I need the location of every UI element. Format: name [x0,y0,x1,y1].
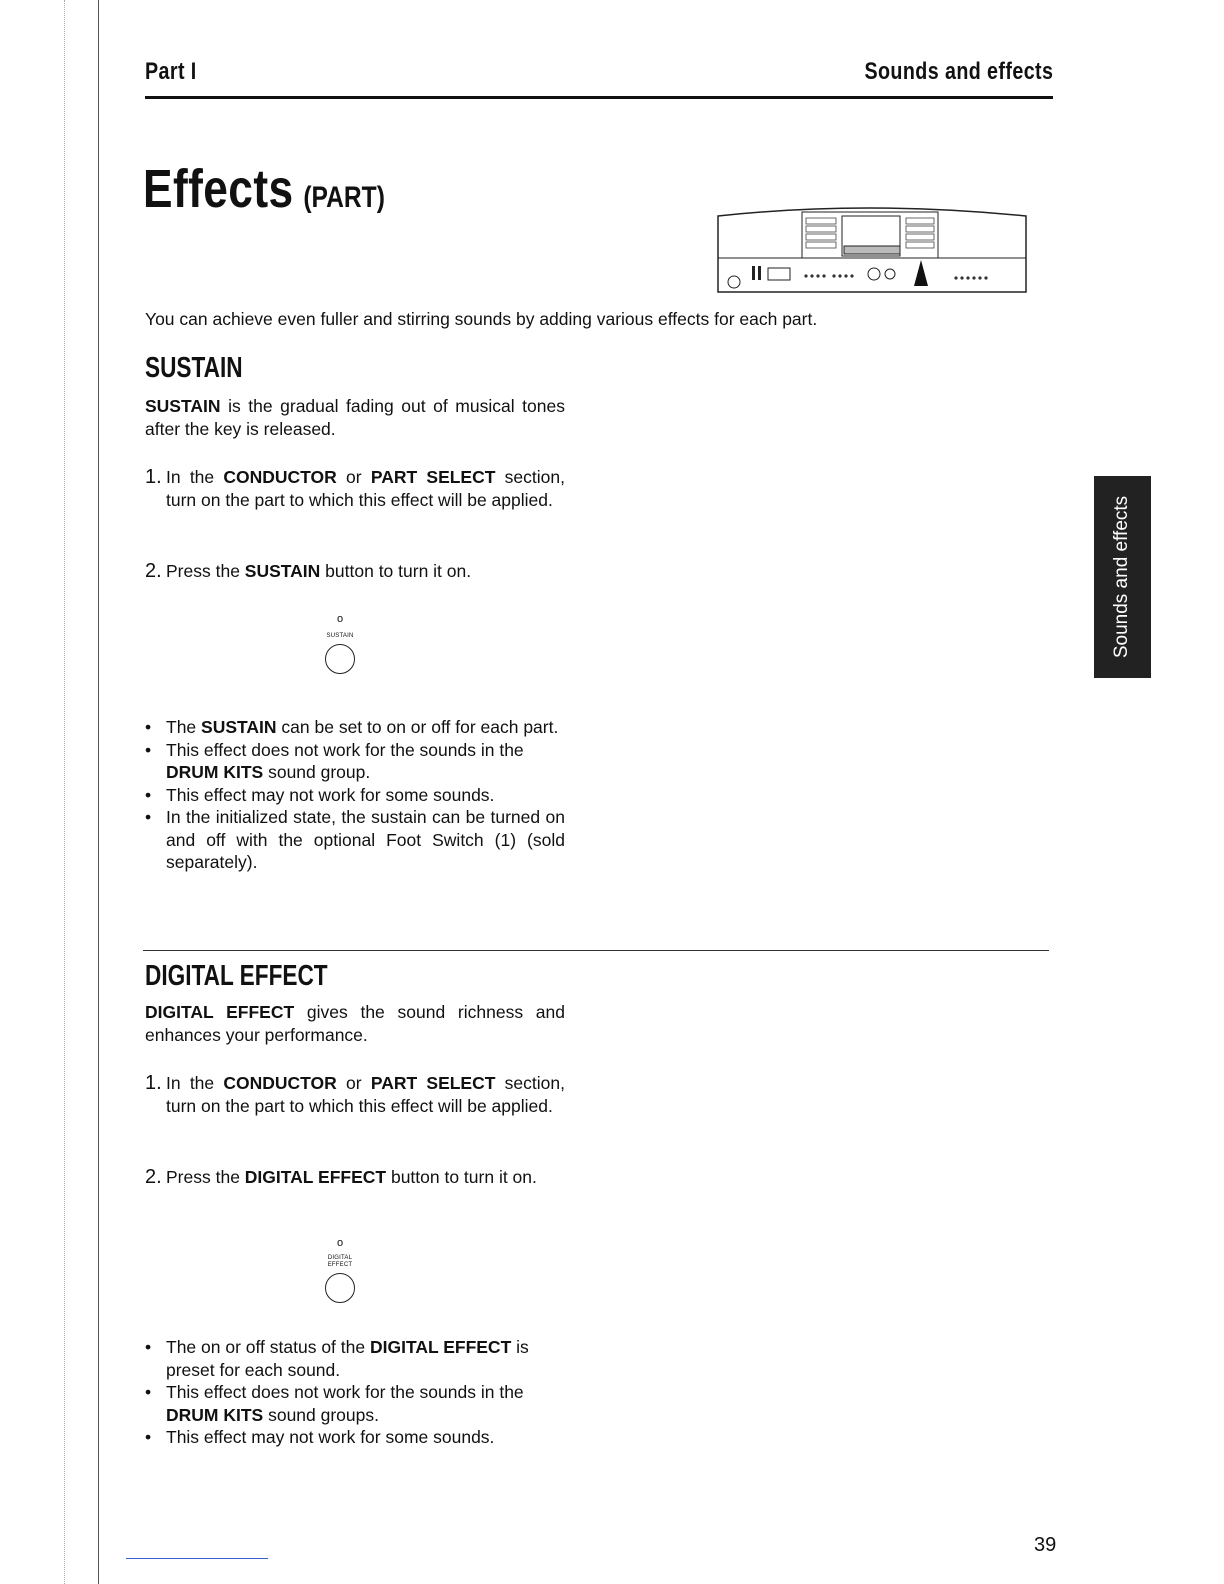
list-item: • This effect may not work for some sounds. [145,784,565,807]
digital-button-label-line2: EFFECT [327,1262,353,1268]
header-section: Sounds and effects [864,58,1053,85]
step-text: Press the [166,1167,245,1187]
step-text: section, turn on the part to which this effect will be applied. [166,467,565,510]
footer-line [126,1558,268,1559]
step-text: or [336,467,371,487]
led-indicator: o [336,613,344,625]
step-text: or [336,1073,371,1093]
step-text: button to turn it on. [386,1167,537,1187]
sustain-button-illustration [320,614,360,674]
step-bold: PART SELECT [370,467,496,487]
step-number: 1. [145,466,162,488]
section-divider [143,950,1049,951]
digital-desc-bold: DIGITAL EFFECT [145,1002,295,1022]
side-tab-label: Sounds and effects [1111,495,1132,659]
sustain-desc-rest: is the gradual fading out of musical tones after the key is released. [145,396,565,439]
sustain-heading: SUSTAIN [145,352,243,384]
step-number: 1. [145,1072,162,1094]
step-number: 2. [145,560,162,582]
chapter-side-tab [1094,476,1151,678]
led-indicator: o [336,1237,344,1249]
list-item: • The on or off status of the DIGITAL EFFECT is preset for each sound. [145,1336,565,1381]
list-item: • In the initialized state, the sustain can be turned on and off with the optional Foot Switch (1) (sold separately). [145,806,565,874]
list-item: • This effect does not work for the sounds in the DRUM KITS sound group. [145,739,565,784]
sustain-step-2 [145,560,565,583]
digital-effect-heading: DIGITAL EFFECT [145,960,328,992]
scan-margin-dots [64,0,65,1584]
step-bold: DIGITAL EFFECT [244,1167,387,1187]
keyboard-panel-illustration [716,202,1028,294]
step-text: button to turn it on. [320,561,472,581]
digital-effect-description [145,1001,565,1047]
step-text: Press the [166,561,245,581]
digital-desc-rest: gives the sound richness and enhances your performance. [145,1002,565,1045]
step-bold: CONDUCTOR [223,467,337,487]
digital-step-2 [145,1166,565,1189]
sustain-description [145,395,565,441]
digital-step-1 [145,1072,565,1118]
step-number: 2. [145,1166,162,1188]
page-title [143,158,385,220]
page-header [145,58,1053,99]
sustain-step-1 [145,466,565,512]
step-text: section, turn on the part to which this effect will be applied. [166,1073,565,1116]
digital-effect-notes [145,1336,565,1449]
digital-button-label-line1: DIGITAL [327,1255,353,1261]
title-sub: (PART) [303,181,385,214]
title-main: Effects [143,159,294,219]
list-item: • The SUSTAIN can be set to on or off for each part. [145,716,565,739]
sustain-notes [145,716,565,874]
list-item: • This effect may not work for some sounds. [145,1426,565,1449]
sustain-button [325,644,355,674]
page-number: 39 [1034,1534,1057,1556]
step-text: In the [166,467,224,487]
step-bold: PART SELECT [370,1073,496,1093]
intro-text: You can achieve even fuller and stirring sounds by adding various effects for each part. [145,309,818,329]
step-bold: CONDUCTOR [223,1073,337,1093]
list-item: • This effect does not work for the sounds in the DRUM KITS sound groups. [145,1381,565,1426]
digital-effect-button [325,1273,355,1303]
digital-effect-button-illustration [320,1238,360,1303]
step-bold: SUSTAIN [244,561,321,581]
sustain-desc-bold: SUSTAIN [145,396,221,416]
binding-line [98,0,99,1584]
step-text: In the [166,1073,224,1093]
sustain-button-label: SUSTAIN [326,633,354,639]
header-part: Part I [145,58,197,85]
